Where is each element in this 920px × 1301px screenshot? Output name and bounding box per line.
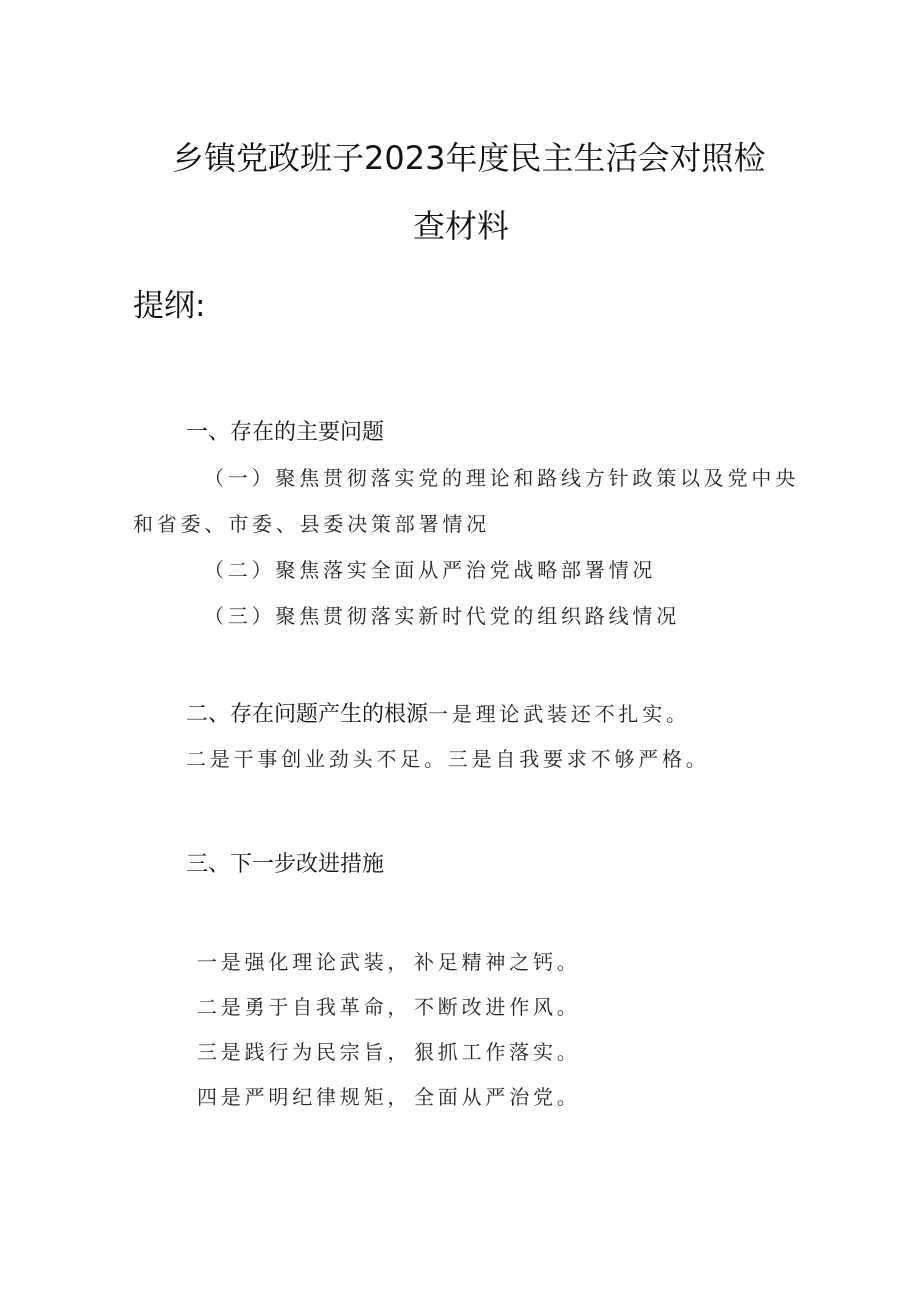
section2-line1 (186, 697, 690, 728)
measure-1-second: 补足精神之钙。 (414, 950, 581, 974)
document-title-line2: 查材料 (413, 207, 510, 245)
measure-2-second: 不断改进作风。 (414, 995, 581, 1019)
section1-item1-line1: （一）聚焦贯彻落实党的理论和路线方针政策以及党中央 (204, 466, 799, 490)
section2-text-line1: 一是理论武装还不扎实。 (428, 702, 690, 726)
section1-item3: （三）聚焦贯彻落实新时代党的组织路线情况 (204, 604, 680, 628)
section1-heading: 一、存在的主要问题 (186, 420, 385, 445)
outline-label: 提纲: (133, 288, 206, 324)
measure-4-second: 全面从严治党。 (414, 1085, 581, 1109)
measure-3-second: 狠抓工作落实。 (414, 1040, 581, 1064)
document-title-line1: 乡镇党政班子2023年度民主生活会对照检 (172, 139, 766, 177)
measure-1-first: 一是强化理论武装， (197, 950, 412, 974)
measure-4-first: 四是严明纪律规矩， (197, 1085, 412, 1109)
section2-heading: 二、存在问题产生的根源 (186, 702, 429, 727)
section2-text-line2: 二是干事创业劲头不足。三是自我要求不够严格。 (186, 747, 710, 771)
measure-2-first: 二是勇于自我革命， (197, 995, 412, 1019)
measure-3-first: 三是践行为民宗旨， (197, 1040, 412, 1064)
section1-item1-line2: 和省委、市委、县委决策部署情况 (133, 512, 490, 536)
section3-heading: 三、下一步改进措施 (186, 852, 385, 877)
section1-item2: （二）聚焦落实全面从严治党战略部署情况 (204, 558, 657, 582)
